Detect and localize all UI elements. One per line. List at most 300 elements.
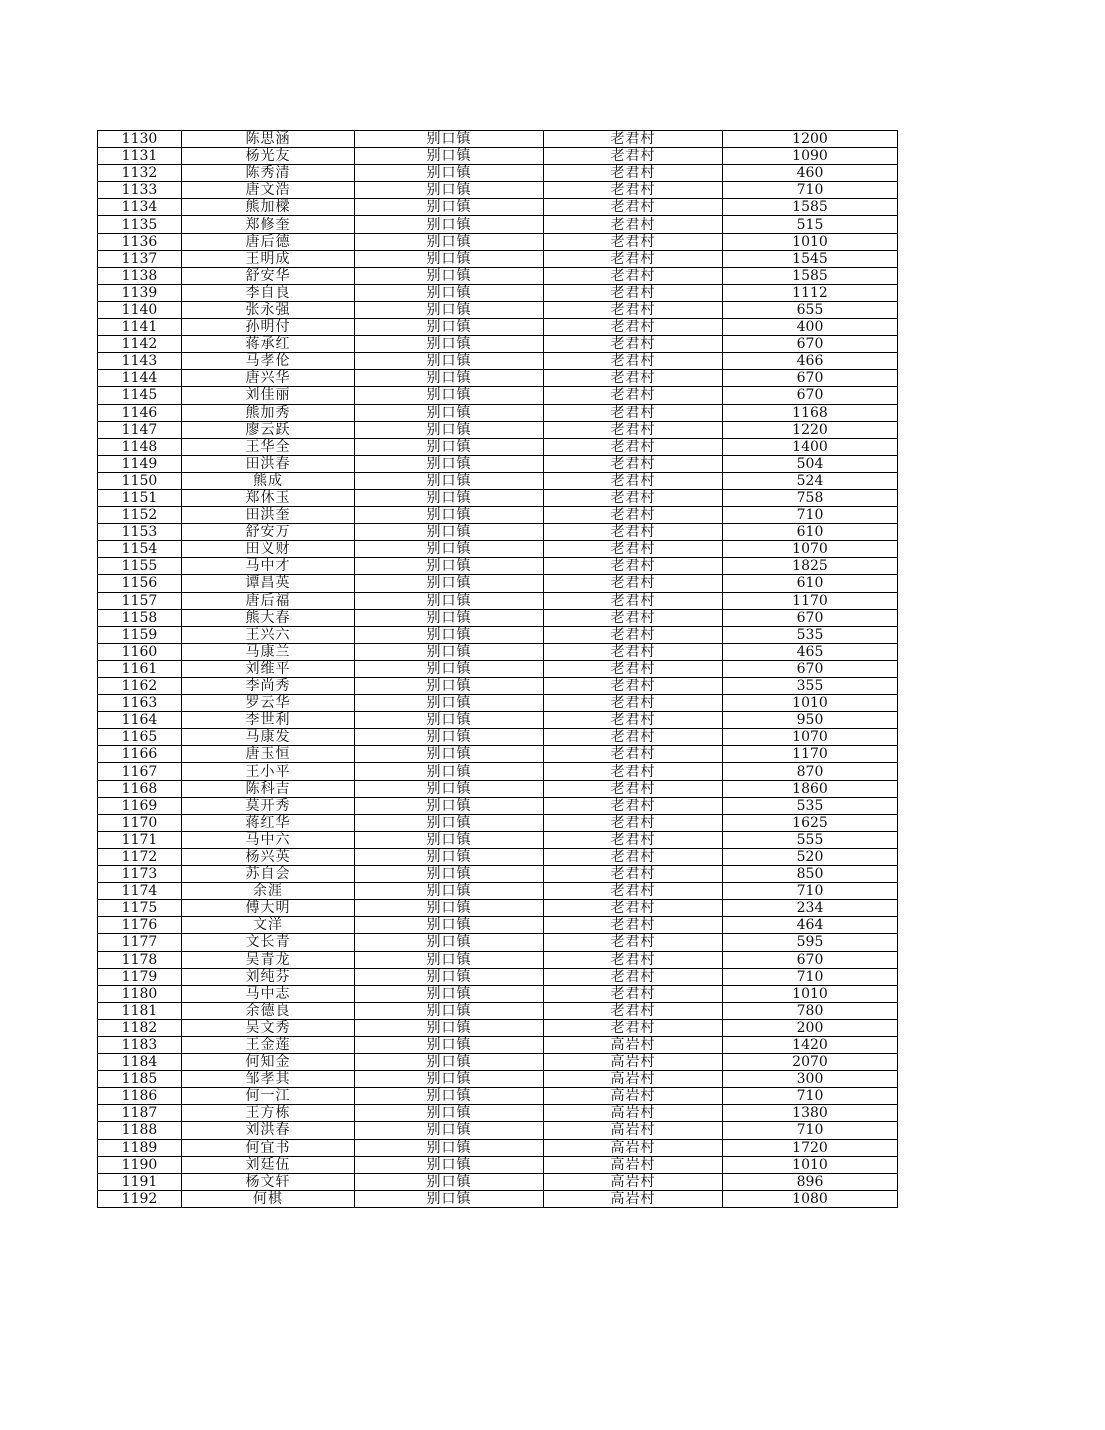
name-cell: 何知金 xyxy=(182,1054,355,1071)
town-cell: 别口镇 xyxy=(355,609,544,626)
town-cell: 别口镇 xyxy=(355,404,544,421)
village-cell: 老君村 xyxy=(544,609,723,626)
town-cell: 别口镇 xyxy=(355,900,544,917)
name-cell: 唐玉恒 xyxy=(182,746,355,763)
village-cell: 老君村 xyxy=(544,199,723,216)
name-cell: 罗云华 xyxy=(182,695,355,712)
village-cell: 老君村 xyxy=(544,165,723,182)
amount-cell: 1200 xyxy=(723,131,898,148)
row-number-cell: 1180 xyxy=(98,985,182,1002)
row-number-cell: 1132 xyxy=(98,165,182,182)
amount-cell: 710 xyxy=(723,883,898,900)
row-number-cell: 1164 xyxy=(98,712,182,729)
village-cell: 高岩村 xyxy=(544,1036,723,1053)
row-number-cell: 1137 xyxy=(98,250,182,267)
amount-cell: 465 xyxy=(723,643,898,660)
table-row xyxy=(98,900,898,917)
amount-cell: 520 xyxy=(723,848,898,865)
village-cell: 老君村 xyxy=(544,866,723,883)
amount-cell: 1420 xyxy=(723,1036,898,1053)
town-cell: 别口镇 xyxy=(355,319,544,336)
amount-cell: 200 xyxy=(723,1019,898,1036)
amount-cell: 710 xyxy=(723,182,898,199)
town-cell: 别口镇 xyxy=(355,695,544,712)
town-cell: 别口镇 xyxy=(355,472,544,489)
row-number-cell: 1151 xyxy=(98,489,182,506)
table-row xyxy=(98,438,898,455)
table-row xyxy=(98,831,898,848)
name-cell: 田洪春 xyxy=(182,455,355,472)
village-cell: 高岩村 xyxy=(544,1190,723,1207)
name-cell: 马康兰 xyxy=(182,643,355,660)
row-number-cell: 1178 xyxy=(98,951,182,968)
town-cell: 别口镇 xyxy=(355,558,544,575)
table-row xyxy=(98,507,898,524)
table-row xyxy=(98,883,898,900)
amount-cell: 1170 xyxy=(723,592,898,609)
table-row xyxy=(98,1088,898,1105)
village-cell: 老君村 xyxy=(544,985,723,1002)
amount-cell: 466 xyxy=(723,353,898,370)
amount-cell: 1545 xyxy=(723,250,898,267)
village-cell: 老君村 xyxy=(544,831,723,848)
town-cell: 别口镇 xyxy=(355,284,544,301)
table-row xyxy=(98,575,898,592)
row-number-cell: 1130 xyxy=(98,131,182,148)
village-cell: 老君村 xyxy=(544,951,723,968)
name-cell: 杨兴英 xyxy=(182,848,355,865)
town-cell: 别口镇 xyxy=(355,507,544,524)
amount-cell: 670 xyxy=(723,370,898,387)
town-cell: 别口镇 xyxy=(355,780,544,797)
village-cell: 老君村 xyxy=(544,660,723,677)
town-cell: 别口镇 xyxy=(355,848,544,865)
row-number-cell: 1138 xyxy=(98,267,182,284)
amount-cell: 1010 xyxy=(723,1156,898,1173)
village-cell: 老君村 xyxy=(544,934,723,951)
amount-cell: 504 xyxy=(723,455,898,472)
village-cell: 老君村 xyxy=(544,695,723,712)
table-row xyxy=(98,866,898,883)
name-cell: 熊加樑 xyxy=(182,199,355,216)
amount-cell: 1585 xyxy=(723,199,898,216)
table-row xyxy=(98,780,898,797)
row-number-cell: 1175 xyxy=(98,900,182,917)
village-cell: 老君村 xyxy=(544,301,723,318)
name-cell: 孙明付 xyxy=(182,319,355,336)
name-cell: 王金莲 xyxy=(182,1036,355,1053)
town-cell: 别口镇 xyxy=(355,626,544,643)
town-cell: 别口镇 xyxy=(355,267,544,284)
village-cell: 老君村 xyxy=(544,643,723,660)
town-cell: 别口镇 xyxy=(355,438,544,455)
name-cell: 文洋 xyxy=(182,917,355,934)
town-cell: 别口镇 xyxy=(355,814,544,831)
village-cell: 高岩村 xyxy=(544,1088,723,1105)
amount-cell: 1825 xyxy=(723,558,898,575)
town-cell: 别口镇 xyxy=(355,746,544,763)
amount-cell: 1010 xyxy=(723,233,898,250)
village-cell: 老君村 xyxy=(544,1002,723,1019)
village-cell: 老君村 xyxy=(544,780,723,797)
village-cell: 老君村 xyxy=(544,1019,723,1036)
town-cell: 别口镇 xyxy=(355,1088,544,1105)
name-cell: 李自良 xyxy=(182,284,355,301)
town-cell: 别口镇 xyxy=(355,1139,544,1156)
town-cell: 别口镇 xyxy=(355,968,544,985)
village-cell: 高岩村 xyxy=(544,1054,723,1071)
village-cell: 老君村 xyxy=(544,626,723,643)
table-row xyxy=(98,387,898,404)
village-cell: 老君村 xyxy=(544,370,723,387)
table-row xyxy=(98,729,898,746)
town-cell: 别口镇 xyxy=(355,148,544,165)
row-number-cell: 1192 xyxy=(98,1190,182,1207)
amount-cell: 710 xyxy=(723,1122,898,1139)
row-number-cell: 1165 xyxy=(98,729,182,746)
name-cell: 余涯 xyxy=(182,883,355,900)
town-cell: 别口镇 xyxy=(355,660,544,677)
table-row xyxy=(98,455,898,472)
amount-cell: 610 xyxy=(723,575,898,592)
row-number-cell: 1186 xyxy=(98,1088,182,1105)
row-number-cell: 1154 xyxy=(98,541,182,558)
table-row xyxy=(98,199,898,216)
table-row xyxy=(98,472,898,489)
village-cell: 老君村 xyxy=(544,746,723,763)
row-number-cell: 1135 xyxy=(98,216,182,233)
town-cell: 别口镇 xyxy=(355,301,544,318)
name-cell: 唐兴华 xyxy=(182,370,355,387)
amount-cell: 710 xyxy=(723,507,898,524)
table-row xyxy=(98,216,898,233)
table-row xyxy=(98,1036,898,1053)
table-row xyxy=(98,1173,898,1190)
row-number-cell: 1131 xyxy=(98,148,182,165)
table-row xyxy=(98,524,898,541)
row-number-cell: 1162 xyxy=(98,678,182,695)
table-row xyxy=(98,678,898,695)
village-cell: 老君村 xyxy=(544,797,723,814)
table-row xyxy=(98,797,898,814)
village-cell: 老君村 xyxy=(544,131,723,148)
village-cell: 老君村 xyxy=(544,524,723,541)
amount-cell: 670 xyxy=(723,660,898,677)
row-number-cell: 1173 xyxy=(98,866,182,883)
town-cell: 别口镇 xyxy=(355,370,544,387)
table-row xyxy=(98,131,898,148)
table-row xyxy=(98,643,898,660)
row-number-cell: 1134 xyxy=(98,199,182,216)
name-cell: 谭昌英 xyxy=(182,575,355,592)
town-cell: 别口镇 xyxy=(355,575,544,592)
town-cell: 别口镇 xyxy=(355,336,544,353)
row-number-cell: 1147 xyxy=(98,421,182,438)
table-row xyxy=(98,1054,898,1071)
amount-cell: 655 xyxy=(723,301,898,318)
amount-cell: 400 xyxy=(723,319,898,336)
amount-cell: 670 xyxy=(723,336,898,353)
row-number-cell: 1169 xyxy=(98,797,182,814)
row-number-cell: 1139 xyxy=(98,284,182,301)
town-cell: 别口镇 xyxy=(355,951,544,968)
table-row xyxy=(98,592,898,609)
amount-cell: 1170 xyxy=(723,746,898,763)
name-cell: 杨光友 xyxy=(182,148,355,165)
name-cell: 刘廷伍 xyxy=(182,1156,355,1173)
town-cell: 别口镇 xyxy=(355,524,544,541)
table-row xyxy=(98,712,898,729)
village-cell: 老君村 xyxy=(544,900,723,917)
name-cell: 文长青 xyxy=(182,934,355,951)
name-cell: 陈秀清 xyxy=(182,165,355,182)
name-cell: 王方栋 xyxy=(182,1105,355,1122)
row-number-cell: 1183 xyxy=(98,1036,182,1053)
town-cell: 别口镇 xyxy=(355,216,544,233)
amount-cell: 464 xyxy=(723,917,898,934)
row-number-cell: 1189 xyxy=(98,1139,182,1156)
name-cell: 马中志 xyxy=(182,985,355,1002)
row-number-cell: 1145 xyxy=(98,387,182,404)
row-number-cell: 1142 xyxy=(98,336,182,353)
amount-cell: 896 xyxy=(723,1173,898,1190)
village-cell: 老君村 xyxy=(544,284,723,301)
row-number-cell: 1144 xyxy=(98,370,182,387)
village-cell: 老君村 xyxy=(544,438,723,455)
table-row xyxy=(98,1002,898,1019)
amount-cell: 670 xyxy=(723,387,898,404)
amount-cell: 1090 xyxy=(723,148,898,165)
town-cell: 别口镇 xyxy=(355,712,544,729)
name-cell: 何一江 xyxy=(182,1088,355,1105)
village-cell: 老君村 xyxy=(544,968,723,985)
table-row xyxy=(98,1105,898,1122)
village-cell: 老君村 xyxy=(544,216,723,233)
table-row xyxy=(98,609,898,626)
amount-cell: 758 xyxy=(723,489,898,506)
table-row xyxy=(98,267,898,284)
village-cell: 老君村 xyxy=(544,592,723,609)
row-number-cell: 1146 xyxy=(98,404,182,421)
town-cell: 别口镇 xyxy=(355,763,544,780)
amount-cell: 950 xyxy=(723,712,898,729)
table-row xyxy=(98,695,898,712)
table-row xyxy=(98,746,898,763)
town-cell: 别口镇 xyxy=(355,455,544,472)
village-cell: 老君村 xyxy=(544,712,723,729)
row-number-cell: 1185 xyxy=(98,1071,182,1088)
amount-cell: 234 xyxy=(723,900,898,917)
village-cell: 老君村 xyxy=(544,848,723,865)
town-cell: 别口镇 xyxy=(355,729,544,746)
village-cell: 老君村 xyxy=(544,729,723,746)
amount-cell: 1168 xyxy=(723,404,898,421)
amount-cell: 1400 xyxy=(723,438,898,455)
village-cell: 老君村 xyxy=(544,472,723,489)
table-row xyxy=(98,421,898,438)
town-cell: 别口镇 xyxy=(355,1173,544,1190)
name-cell: 刘佳丽 xyxy=(182,387,355,404)
table-row xyxy=(98,763,898,780)
town-cell: 别口镇 xyxy=(355,489,544,506)
name-cell: 马孝伦 xyxy=(182,353,355,370)
amount-cell: 355 xyxy=(723,678,898,695)
town-cell: 别口镇 xyxy=(355,541,544,558)
village-cell: 老君村 xyxy=(544,507,723,524)
row-number-cell: 1166 xyxy=(98,746,182,763)
table-row xyxy=(98,1019,898,1036)
town-cell: 别口镇 xyxy=(355,797,544,814)
name-cell: 刘纯芬 xyxy=(182,968,355,985)
town-cell: 别口镇 xyxy=(355,165,544,182)
amount-cell: 780 xyxy=(723,1002,898,1019)
village-cell: 老君村 xyxy=(544,558,723,575)
town-cell: 别口镇 xyxy=(355,250,544,267)
row-number-cell: 1179 xyxy=(98,968,182,985)
village-cell: 老君村 xyxy=(544,678,723,695)
name-cell: 王兴六 xyxy=(182,626,355,643)
name-cell: 刘洪春 xyxy=(182,1122,355,1139)
row-number-cell: 1133 xyxy=(98,182,182,199)
name-cell: 李尚秀 xyxy=(182,678,355,695)
row-number-cell: 1181 xyxy=(98,1002,182,1019)
name-cell: 唐文浩 xyxy=(182,182,355,199)
amount-cell: 850 xyxy=(723,866,898,883)
town-cell: 别口镇 xyxy=(355,387,544,404)
amount-cell: 460 xyxy=(723,165,898,182)
table-row xyxy=(98,319,898,336)
town-cell: 别口镇 xyxy=(355,233,544,250)
table-row xyxy=(98,951,898,968)
village-cell: 高岩村 xyxy=(544,1071,723,1088)
village-cell: 高岩村 xyxy=(544,1156,723,1173)
amount-cell: 1585 xyxy=(723,267,898,284)
village-cell: 老君村 xyxy=(544,763,723,780)
name-cell: 熊加秀 xyxy=(182,404,355,421)
name-cell: 刘维平 xyxy=(182,660,355,677)
table-row xyxy=(98,250,898,267)
name-cell: 王小平 xyxy=(182,763,355,780)
town-cell: 别口镇 xyxy=(355,1002,544,1019)
town-cell: 别口镇 xyxy=(355,592,544,609)
village-cell: 高岩村 xyxy=(544,1139,723,1156)
table-row xyxy=(98,848,898,865)
village-cell: 老君村 xyxy=(544,489,723,506)
table-row xyxy=(98,301,898,318)
town-cell: 别口镇 xyxy=(355,1105,544,1122)
town-cell: 别口镇 xyxy=(355,1071,544,1088)
name-cell: 余德良 xyxy=(182,1002,355,1019)
town-cell: 别口镇 xyxy=(355,1036,544,1053)
row-number-cell: 1187 xyxy=(98,1105,182,1122)
row-number-cell: 1182 xyxy=(98,1019,182,1036)
town-cell: 别口镇 xyxy=(355,182,544,199)
row-number-cell: 1188 xyxy=(98,1122,182,1139)
row-number-cell: 1161 xyxy=(98,660,182,677)
table-row xyxy=(98,165,898,182)
town-cell: 别口镇 xyxy=(355,1122,544,1139)
amount-cell: 1625 xyxy=(723,814,898,831)
table-row xyxy=(98,1139,898,1156)
row-number-cell: 1163 xyxy=(98,695,182,712)
amount-cell: 524 xyxy=(723,472,898,489)
row-number-cell: 1168 xyxy=(98,780,182,797)
amount-cell: 670 xyxy=(723,609,898,626)
name-cell: 廖云跃 xyxy=(182,421,355,438)
table-row xyxy=(98,1071,898,1088)
row-number-cell: 1150 xyxy=(98,472,182,489)
town-cell: 别口镇 xyxy=(355,917,544,934)
row-number-cell: 1143 xyxy=(98,353,182,370)
name-cell: 马中才 xyxy=(182,558,355,575)
name-cell: 何宜书 xyxy=(182,1139,355,1156)
village-cell: 老君村 xyxy=(544,233,723,250)
town-cell: 别口镇 xyxy=(355,678,544,695)
amount-cell: 710 xyxy=(723,968,898,985)
name-cell: 莫开秀 xyxy=(182,797,355,814)
table-row xyxy=(98,489,898,506)
row-number-cell: 1159 xyxy=(98,626,182,643)
row-number-cell: 1141 xyxy=(98,319,182,336)
amount-cell: 1010 xyxy=(723,985,898,1002)
amount-cell: 2070 xyxy=(723,1054,898,1071)
row-number-cell: 1191 xyxy=(98,1173,182,1190)
amount-cell: 1380 xyxy=(723,1105,898,1122)
village-cell: 老君村 xyxy=(544,319,723,336)
amount-cell: 535 xyxy=(723,626,898,643)
table-row xyxy=(98,1190,898,1207)
village-cell: 老君村 xyxy=(544,336,723,353)
village-cell: 老君村 xyxy=(544,353,723,370)
amount-cell: 300 xyxy=(723,1071,898,1088)
row-number-cell: 1184 xyxy=(98,1054,182,1071)
village-cell: 老君村 xyxy=(544,455,723,472)
name-cell: 吴文秀 xyxy=(182,1019,355,1036)
town-cell: 别口镇 xyxy=(355,643,544,660)
name-cell: 王明成 xyxy=(182,250,355,267)
amount-cell: 710 xyxy=(723,1088,898,1105)
town-cell: 别口镇 xyxy=(355,934,544,951)
amount-cell: 1860 xyxy=(723,780,898,797)
village-cell: 老君村 xyxy=(544,182,723,199)
name-cell: 张永强 xyxy=(182,301,355,318)
table-row xyxy=(98,626,898,643)
table-row xyxy=(98,917,898,934)
amount-cell: 595 xyxy=(723,934,898,951)
table-row xyxy=(98,968,898,985)
row-number-cell: 1153 xyxy=(98,524,182,541)
village-cell: 老君村 xyxy=(544,404,723,421)
name-cell: 马康发 xyxy=(182,729,355,746)
name-cell: 田义财 xyxy=(182,541,355,558)
name-cell: 蒋承红 xyxy=(182,336,355,353)
row-number-cell: 1158 xyxy=(98,609,182,626)
village-cell: 老君村 xyxy=(544,814,723,831)
name-cell: 舒安万 xyxy=(182,524,355,541)
name-cell: 田洪奎 xyxy=(182,507,355,524)
village-cell: 老君村 xyxy=(544,387,723,404)
table-row xyxy=(98,934,898,951)
row-number-cell: 1177 xyxy=(98,934,182,951)
village-cell: 老君村 xyxy=(544,541,723,558)
town-cell: 别口镇 xyxy=(355,199,544,216)
village-cell: 老君村 xyxy=(544,267,723,284)
row-number-cell: 1172 xyxy=(98,848,182,865)
town-cell: 别口镇 xyxy=(355,883,544,900)
table-row xyxy=(98,336,898,353)
village-cell: 高岩村 xyxy=(544,1122,723,1139)
table-row xyxy=(98,148,898,165)
